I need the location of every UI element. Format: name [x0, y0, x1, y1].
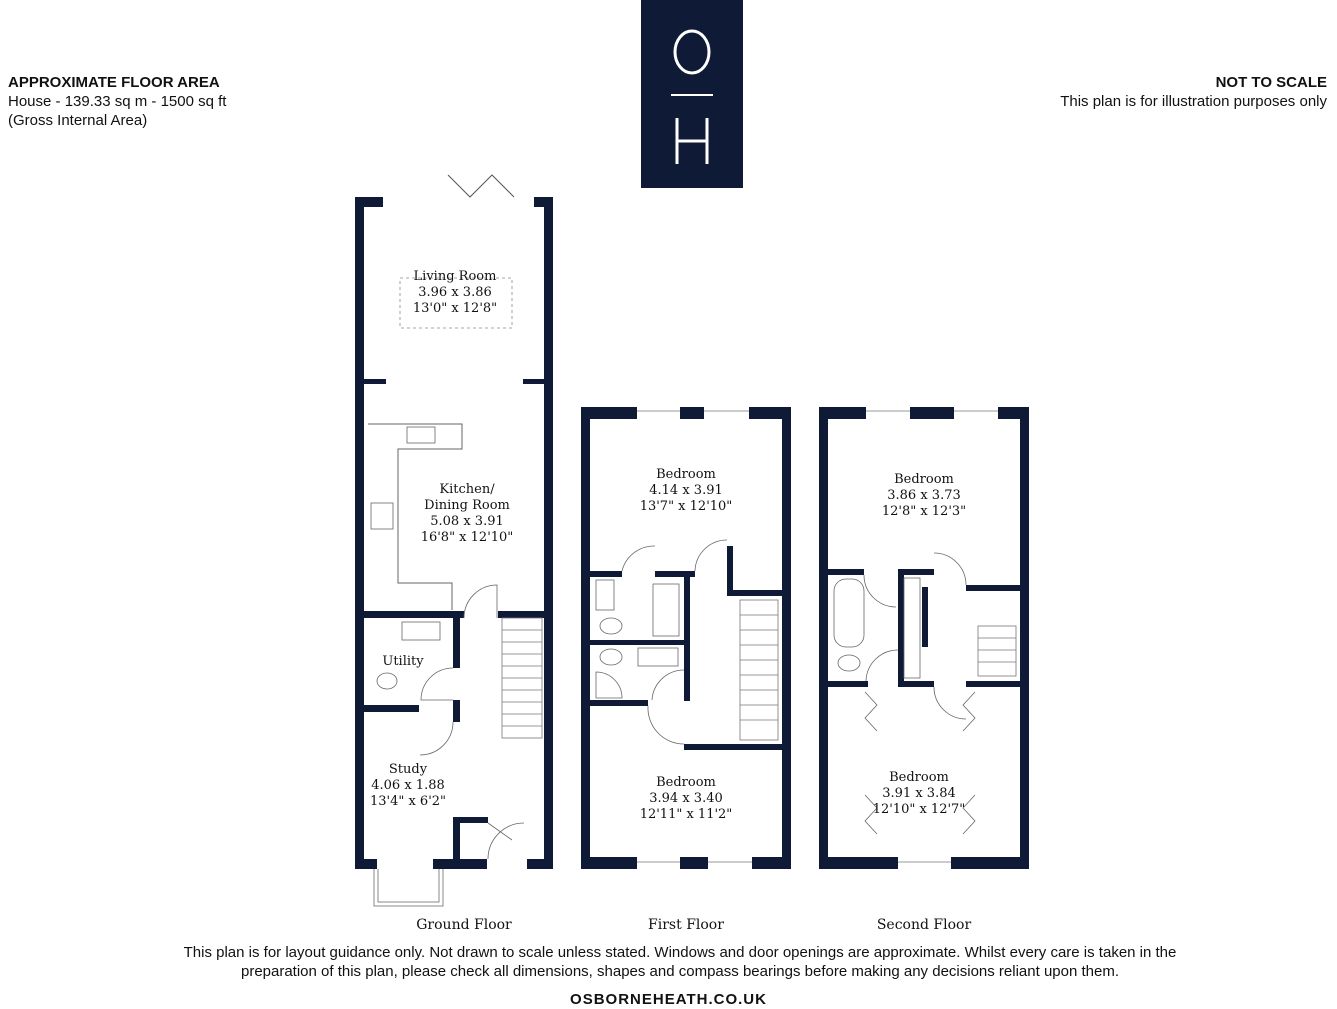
floor-area-gia: (Gross Internal Area): [8, 112, 148, 129]
sf-bedroom1-metric: 3.86 x 3.73: [887, 488, 961, 503]
kitchen-name-line1: Kitchen/: [439, 482, 495, 497]
kitchen-name-line2: Dining Room: [424, 498, 510, 513]
sf-bedroom1-name: Bedroom: [894, 472, 954, 487]
illustration-note: This plan is for illustration purposes only: [1060, 93, 1327, 110]
floor-area-house: House - 139.33 sq m - 1500 sq ft: [8, 93, 227, 110]
second-floor-label: Second Floor: [876, 917, 972, 933]
kitchen-metric: 5.08 x 3.91: [430, 514, 504, 529]
ground-floor-label: Ground Floor: [416, 917, 512, 933]
sf-bedroom1-imperial: 12'8" x 12'3": [881, 504, 967, 519]
floor-area-title: APPROXIMATE FLOOR AREA: [8, 74, 220, 91]
study-name: Study: [388, 762, 428, 777]
ff-bedroom2-metric: 3.94 x 3.40: [649, 791, 723, 806]
ff-bedroom1-metric: 4.14 x 3.91: [649, 483, 723, 498]
sf-bedroom2-name: Bedroom: [889, 770, 949, 785]
first-floor-label: First Floor: [648, 917, 724, 933]
living-room-imperial: 13'0" x 12'8": [412, 301, 498, 316]
sf-bedroom2-metric: 3.91 x 3.84: [882, 786, 956, 801]
website-link[interactable]: OSBORNEHEATH.CO.UK: [570, 991, 767, 1008]
ff-bedroom2-name: Bedroom: [656, 775, 716, 790]
living-room-name: Living Room: [413, 269, 497, 284]
ff-bedroom1-name: Bedroom: [656, 467, 716, 482]
study-imperial: 13'4" x 6'2": [369, 794, 447, 809]
ff-bedroom1-imperial: 13'7" x 12'10": [639, 499, 733, 514]
living-room-metric: 3.96 x 3.86: [418, 285, 492, 300]
kitchen-imperial: 16'8" x 12'10": [420, 530, 514, 545]
sf-bedroom2-imperial: 12'10" x 12'7": [872, 802, 966, 817]
disclaimer-text: This plan is for layout guidance only. Not drawn to scale unless stated. Windows and door openings are approximate. Whilst every care is taken in the preparation of this plan, please check all dimensions, shapes and compass bearings before making any decisions reliant upon them.: [183, 944, 1177, 980]
utility-name: Utility: [382, 654, 424, 669]
study-metric: 4.06 x 1.88: [371, 778, 445, 793]
ff-bedroom2-imperial: 12'11" x 11'2": [639, 807, 733, 822]
not-to-scale-title: NOT TO SCALE: [1215, 74, 1327, 91]
